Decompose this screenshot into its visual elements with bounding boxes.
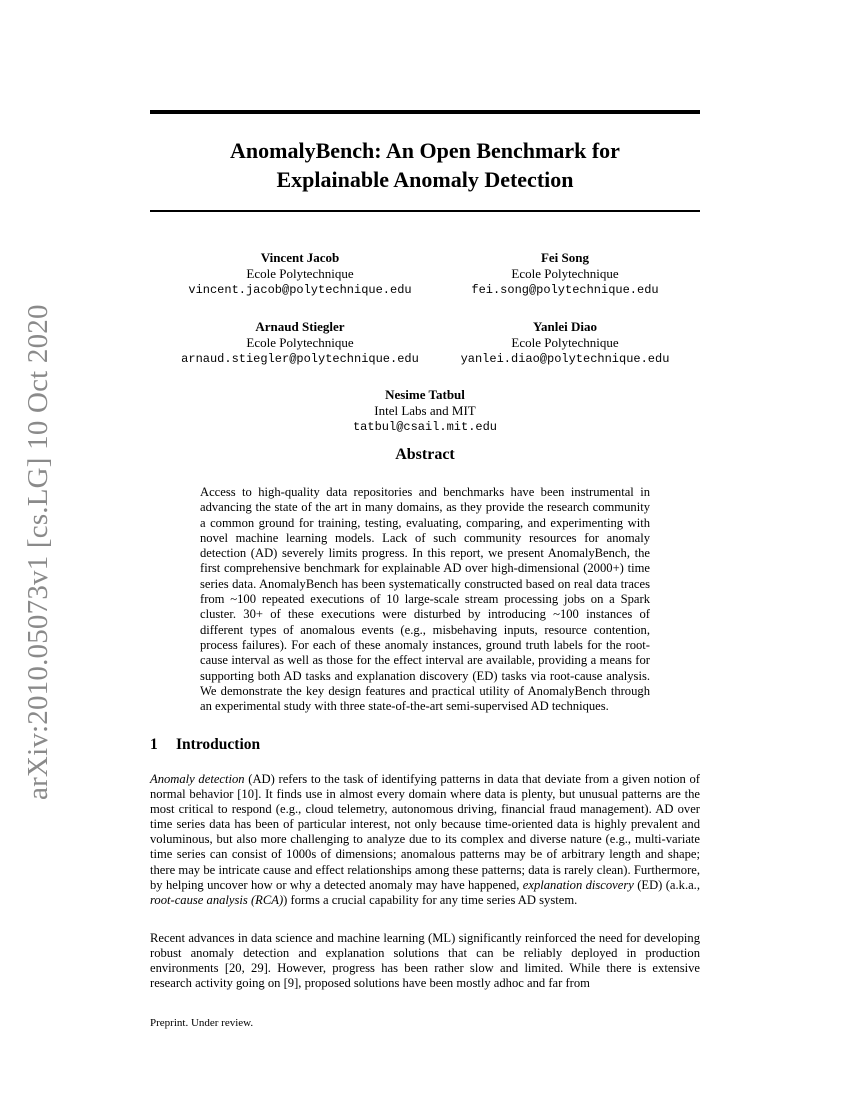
abstract-heading: Abstract [395, 446, 455, 463]
term-root-cause-analysis: root-cause analysis (RCA) [150, 892, 284, 907]
author-block [440, 250, 690, 298]
author-block [150, 319, 450, 367]
author-block [150, 250, 450, 298]
section-heading [150, 736, 260, 754]
text-run: (AD) refers to the task of identifying patterns in data that deviate from a given notion of normal behavior [10]. It finds use in almost every domain where data is plenty, but unusual patterns are the most critical to respond (e.g., cloud telemetry, autonomous driving, financial fraud management). AD over time series data has been of particular interest, not only because time-oriented data is highly prevalent and voluminous, but also more challenging to analyze due to its complex and diverse nature (e.g., multi-variate time series can consist of 1000s of dimensions; anomalous patterns may be of arbitrary length and shape; there may be intricate cause and effect relationships among these patterns; data is rarely clean). Furthermore, by helping uncover how or why a detected anomaly may have happened, [150, 772, 700, 892]
author-email[interactable]: arnaud.stiegler@polytechnique.edu [181, 352, 419, 366]
author-affiliation: Ecole Polytechnique [246, 335, 354, 350]
intro-paragraph-1 [150, 772, 700, 908]
author-name: Arnaud Stiegler [255, 319, 345, 334]
author-email[interactable]: fei.song@polytechnique.edu [471, 283, 659, 297]
title-line-1: AnomalyBench: An Open Benchmark for [230, 138, 620, 163]
author-email[interactable]: tatbul@csail.mit.edu [352, 420, 498, 434]
author-name: Fei Song [540, 250, 590, 265]
term-explanation-discovery: explanation discovery [522, 877, 634, 892]
text-run: (ED) (a.k.a., [633, 877, 700, 892]
section-title: Introduction [176, 736, 261, 753]
text-run: ) forms a crucial capability for any time series AD system. [283, 892, 578, 907]
author-block [440, 319, 690, 367]
author-affiliation: Intel Labs and MIT [374, 403, 476, 418]
author-name: Yanlei Diao [533, 319, 597, 334]
author-email[interactable]: vincent.jacob@polytechnique.edu [188, 283, 412, 297]
title-rule-top [150, 110, 700, 114]
author-affiliation: Ecole Polytechnique [511, 266, 619, 281]
author-name: Vincent Jacob [260, 250, 340, 265]
author-affiliation: Ecole Polytechnique [511, 335, 619, 350]
section-number: 1 [150, 736, 158, 753]
author-block [150, 387, 700, 435]
abstract-text: Access to high-quality data repositories and benchmarks have been instrumental in advancing the state of the art in many domains, as they provide the research community a common ground for training, testing, evaluating, comparing, and experimenting with novel machine learning models. Lack of such community resources for anomaly detection (AD) severely limits progress. In this report, we present AnomalyBench, the first comprehensive benchmark for explainable AD over high-dimensional (2000+) time series data. AnomalyBench has been systematically constructed based on real data traces from ~100 repeated executions of 10 large-scale stream processing jobs on a Spark cluster. 30+ of these executions were disturbed by introducing ~100 instances of different types of anomalous events (e.g., misbehaving inputs, resource contention, process failures). For each of these anomaly instances, ground truth labels for the root-cause interval as well as those for the effect interval are available, providing a means for supporting both AD tasks and explanation discovery (ED) tasks via root-cause analysis. We demonstrate the key design features and practical utility of AnomalyBench through an experimental study with three state-of-the-art semi-supervised AD techniques. [200, 485, 650, 714]
arxiv-stamp: arXiv:2010.05073v1 [cs.LG] 10 Oct 2020 [22, 304, 54, 800]
author-name: Nesime Tatbul [385, 387, 465, 402]
term-anomaly-detection: Anomaly detection [150, 772, 245, 786]
title-line-2: Explainable Anomaly Detection [276, 167, 574, 192]
title-rule-bottom [150, 210, 700, 212]
footer-note: Preprint. Under review. [150, 1017, 254, 1029]
author-email[interactable]: yanlei.diao@polytechnique.edu [460, 352, 670, 366]
intro-paragraph-2: Recent advances in data science and machine learning (ML) significantly reinforced the need for developing robust anomaly detection and explanation solutions that can be reliably deployed in production environments [20, 29]. However, progress has been rather slow and limited. While there is extensive research activity going on [9], proposed solutions have been mostly adhoc and far from [150, 931, 700, 991]
author-affiliation: Ecole Polytechnique [246, 266, 354, 281]
paper-title [150, 136, 700, 194]
